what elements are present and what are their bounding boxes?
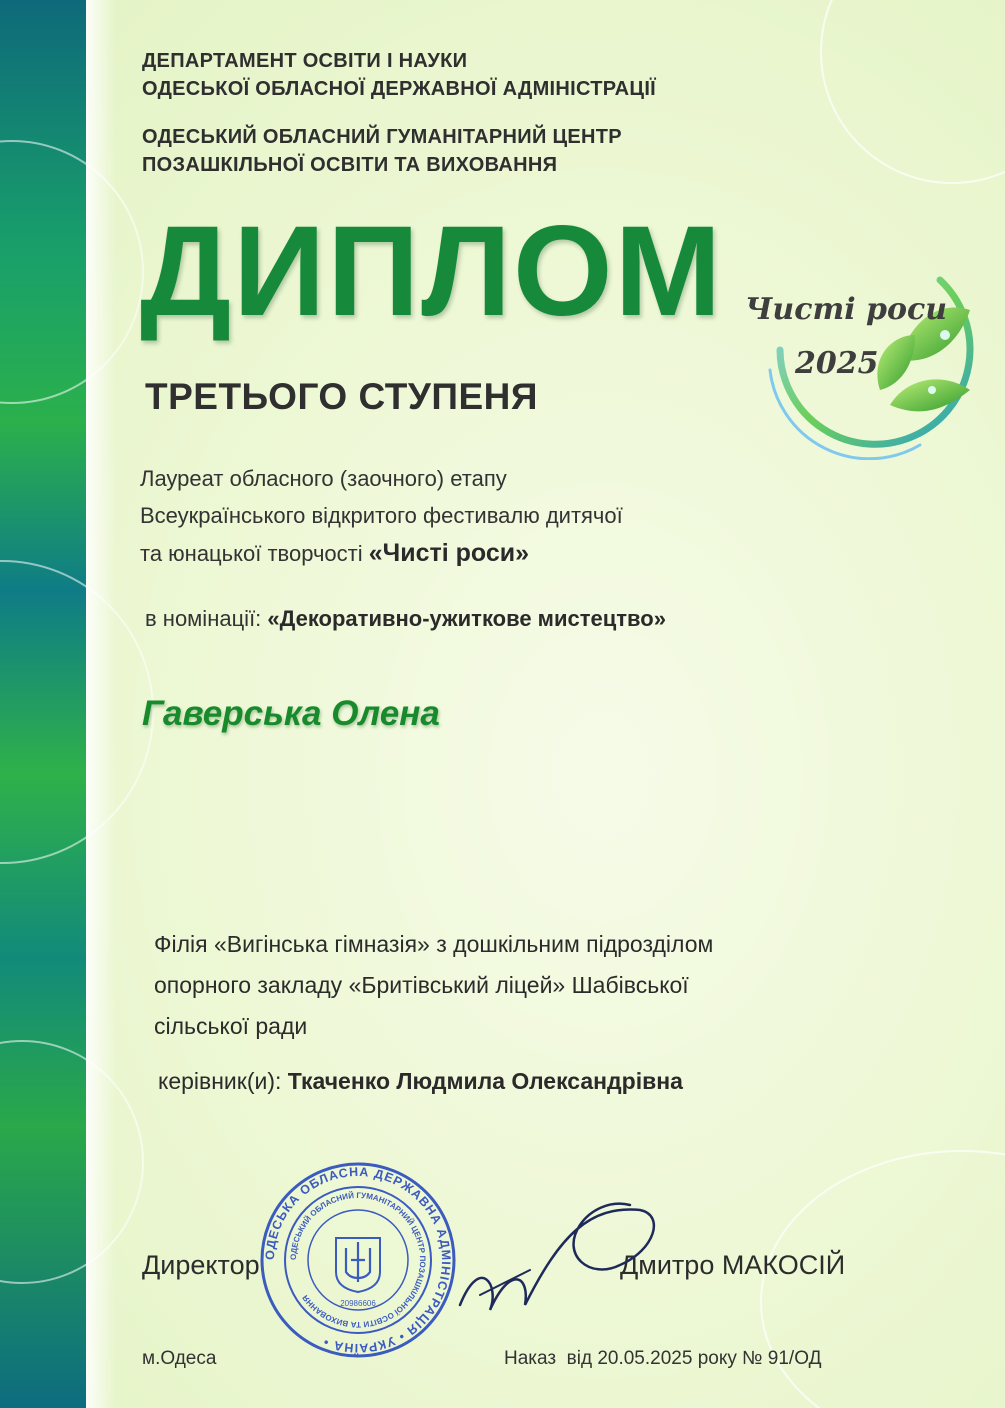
swirl-decoration xyxy=(0,140,144,404)
stamp-inner-text: ОДЕСЬКИЙ ОБЛАСНИЙ ГУМАНІТАРНИЙ ЦЕНТР ПОЗАШКІЛЬНОЇ ОСВІТИ ТА ВИХОВАННЯ xyxy=(288,1190,428,1330)
footer-order: Наказ від 20.05.2025 року № 91/ОД xyxy=(504,1348,822,1369)
swirl-decoration xyxy=(0,560,154,864)
laureate-line-3-prefix: та юнацької творчості xyxy=(140,541,363,566)
director-name: Дмитро МАКОСІЙ xyxy=(620,1250,846,1280)
school-line-1: Філія «Вигінська гімназія» з дошкільним підрозділом xyxy=(154,931,714,957)
stamp-code: 20986606 xyxy=(340,1299,376,1308)
swirl-decoration xyxy=(820,0,1005,184)
festival-name: «Чисті роси» xyxy=(368,539,530,567)
leader-label: керівник(и): xyxy=(158,1068,282,1094)
laureate-line-3 xyxy=(140,536,529,571)
nomination-value: «Декоративно-ужиткове мистецтво» xyxy=(267,606,666,631)
header-line-3: ОДЕСЬКИЙ ОБЛАСНИЙ ГУМАНІТАРНИЙ ЦЕНТР xyxy=(142,126,622,148)
header-line-2: ОДЕСЬКОЇ ОБЛАСНОЇ ДЕРЖАВНОЇ АДМІНІСТРАЦІЇ xyxy=(142,78,656,100)
logo-year: 2025 xyxy=(795,346,879,381)
leader xyxy=(158,1068,683,1095)
header-line-1: ДЕПАРТАМЕНТ ОСВІТИ І НАУКИ xyxy=(142,50,468,72)
footer-city: м.Одеса xyxy=(142,1348,217,1369)
laureate-line-1: Лауреат обласного (заочного) етапу xyxy=(140,466,507,491)
signature xyxy=(440,1195,670,1325)
awardee-name: Гаверська Олена xyxy=(142,694,440,733)
director-label: Директор xyxy=(142,1250,260,1280)
swirl-decoration xyxy=(0,1040,144,1284)
trident-icon xyxy=(336,1238,380,1292)
school-line-3: сільської ради xyxy=(154,1013,308,1039)
school-line-2: опорного закладу «Бритівський ліцей» Шабівської xyxy=(154,972,689,998)
diploma-title: ДИПЛОМ xyxy=(140,200,724,343)
school-block xyxy=(154,924,914,1047)
header-line-4: ПОЗАШКІЛЬНОЇ ОСВІТИ ТА ВИХОВАННЯ xyxy=(142,154,558,176)
logo-festival-name: Чисті роси xyxy=(745,292,948,327)
nomination xyxy=(145,602,666,636)
leader-name: Ткаченко Людмила Олександрівна xyxy=(287,1068,683,1094)
laureate-line-2: Всеукраїнського відкритого фестивалю дитячої xyxy=(140,503,623,528)
nomination-label: в номінації: xyxy=(145,606,262,631)
official-stamp xyxy=(258,1160,458,1360)
diploma-degree: ТРЕТЬОГО СТУПЕНЯ xyxy=(145,376,538,417)
stamp-outer-text: ОДЕСЬКА ОБЛАСНА ДЕРЖАВНА АДМІНІСТРАЦІЯ • УКРАЇНА • xyxy=(262,1164,454,1356)
